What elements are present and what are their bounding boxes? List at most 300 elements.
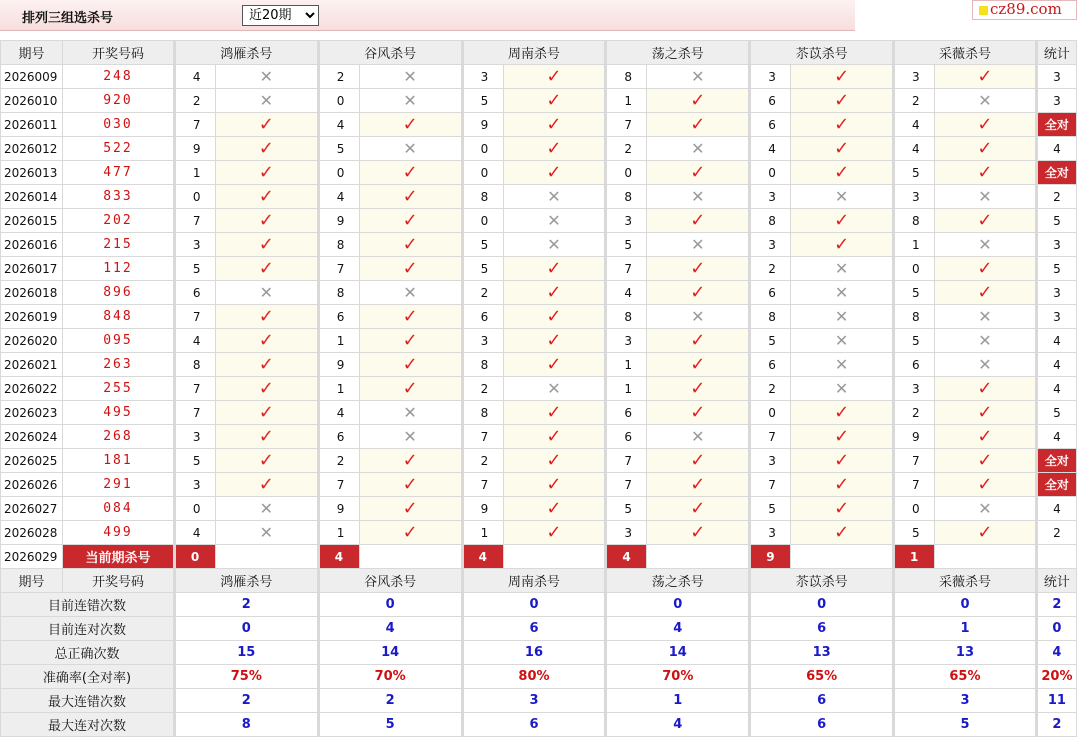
check-icon: ✓: [402, 329, 418, 351]
kill-number: 9: [462, 497, 503, 521]
cross-icon: ✕: [403, 138, 417, 158]
check-icon: ✓: [546, 65, 562, 87]
issue-number: 2026025: [1, 449, 63, 473]
kill-number: 4: [174, 521, 215, 545]
check-icon: ✓: [690, 497, 706, 519]
check-icon: ✓: [258, 113, 274, 135]
kill-number: 5: [174, 449, 215, 473]
kill-number: 1: [318, 329, 359, 353]
draw-number: 112: [62, 257, 174, 281]
result-wrong: [359, 137, 462, 161]
result-correct: [359, 233, 462, 257]
check-icon: ✓: [977, 521, 993, 543]
kill-number: 3: [606, 209, 647, 233]
result-correct: [647, 377, 750, 401]
cross-icon: ✕: [403, 426, 417, 446]
check-icon: ✓: [977, 65, 993, 87]
check-icon: ✓: [402, 305, 418, 327]
kill-number: 6: [606, 401, 647, 425]
result-wrong: [935, 329, 1037, 353]
result-correct: [215, 401, 318, 425]
result-correct: [215, 185, 318, 209]
stats-value: 6: [462, 713, 606, 737]
issue-number: 2026020: [1, 329, 63, 353]
stats-value: 70%: [318, 665, 462, 689]
result-correct: [791, 137, 894, 161]
result-correct: [935, 473, 1037, 497]
kill-number: 5: [894, 161, 935, 185]
check-icon: ✓: [977, 257, 993, 279]
result-correct: [503, 65, 606, 89]
cross-icon: ✕: [834, 258, 849, 278]
period-select[interactable]: [242, 5, 319, 26]
result-wrong: [647, 233, 750, 257]
check-icon: ✓: [258, 329, 274, 351]
correct-count: 5: [1036, 401, 1076, 425]
result-correct: [647, 113, 750, 137]
result-correct: [503, 521, 606, 545]
stats-value: 6: [750, 617, 894, 641]
check-icon: ✓: [690, 377, 706, 399]
kill-number: 0: [462, 209, 503, 233]
check-icon: ✓: [690, 329, 706, 351]
kill-number: 2: [318, 65, 359, 89]
correct-count: 4: [1036, 377, 1076, 401]
table-row: [1, 353, 1077, 377]
kill-number: 5: [894, 521, 935, 545]
kill-number: 8: [606, 185, 647, 209]
result-correct: [503, 473, 606, 497]
check-icon: ✓: [834, 233, 850, 255]
result-correct: [935, 281, 1037, 305]
result-wrong: [935, 305, 1037, 329]
table-footer-header: [1, 569, 1077, 593]
result-wrong: [503, 185, 606, 209]
kill-number: 3: [462, 65, 503, 89]
result-correct: [359, 473, 462, 497]
result-correct: [215, 449, 318, 473]
draw-number: 291: [62, 473, 174, 497]
top-bar: [0, 0, 855, 31]
check-icon: ✓: [690, 521, 706, 543]
kill-number: 7: [462, 473, 503, 497]
issue-number: 2026029: [1, 545, 63, 569]
stats-total: 20%: [1036, 665, 1076, 689]
result-wrong: [215, 281, 318, 305]
result-correct: [215, 257, 318, 281]
col-header-expert: 荡之杀号: [606, 569, 750, 593]
check-icon: ✓: [834, 161, 850, 183]
table-row: [1, 257, 1077, 281]
check-icon: ✓: [402, 497, 418, 519]
stats-value: 14: [606, 641, 750, 665]
kill-number: 0: [606, 161, 647, 185]
draw-number: 499: [62, 521, 174, 545]
col-header-expert: 苶苡杀号: [750, 569, 894, 593]
kill-number: 8: [318, 233, 359, 257]
cross-icon: ✕: [691, 186, 705, 206]
check-icon: ✓: [402, 521, 418, 543]
stats-value: 70%: [606, 665, 750, 689]
correct-count: 3: [1036, 305, 1076, 329]
col-header-expert: 鸿雁杀号: [174, 569, 318, 593]
table-row: [1, 425, 1077, 449]
draw-number: 833: [62, 185, 174, 209]
stats-value: 6: [462, 617, 606, 641]
all-correct-badge: 全对: [1036, 113, 1076, 137]
result-correct: [935, 401, 1037, 425]
cross-icon: ✕: [691, 66, 705, 86]
result-correct: [647, 281, 750, 305]
correct-count: 5: [1036, 209, 1076, 233]
kill-number: 3: [174, 425, 215, 449]
check-icon: ✓: [546, 497, 562, 519]
stats-value: 65%: [894, 665, 1037, 689]
col-header-issue: 期号: [1, 569, 63, 593]
result-correct: [647, 353, 750, 377]
check-icon: ✓: [977, 161, 993, 183]
issue-number: 2026028: [1, 521, 63, 545]
stats-value: 3: [894, 689, 1037, 713]
kill-number: 5: [462, 233, 503, 257]
kill-number: 2: [606, 137, 647, 161]
correct-count: 4: [1036, 497, 1076, 521]
result-wrong: [791, 329, 894, 353]
issue-number: 2026018: [1, 281, 63, 305]
check-icon: ✓: [402, 449, 418, 471]
cross-icon: ✕: [834, 330, 849, 350]
result-wrong: [791, 353, 894, 377]
result-correct: [215, 305, 318, 329]
kill-number: 1: [606, 377, 647, 401]
current-kill-label: 当前期杀号: [62, 545, 174, 569]
table-row: [1, 473, 1077, 497]
check-icon: ✓: [258, 377, 274, 399]
check-icon: ✓: [546, 401, 562, 423]
kill-number: 2: [462, 281, 503, 305]
correct-count: 4: [1036, 353, 1076, 377]
draw-number: 920: [62, 89, 174, 113]
stats-value: 2: [174, 593, 318, 617]
result-correct: [647, 497, 750, 521]
result-correct: [647, 257, 750, 281]
col-header-expert: 周南杀号: [462, 569, 606, 593]
kill-number: 5: [750, 329, 791, 353]
check-icon: ✓: [546, 89, 562, 111]
check-icon: ✓: [258, 425, 274, 447]
kill-number: 9: [894, 425, 935, 449]
logo-text: cz89.com: [990, 0, 1062, 18]
result-wrong: [359, 65, 462, 89]
stats-value: 4: [318, 617, 462, 641]
result-correct: [935, 449, 1037, 473]
col-header-expert: 苶苡杀号: [750, 41, 894, 65]
result-correct: [359, 185, 462, 209]
cross-icon: ✕: [834, 306, 849, 326]
kill-number: 1: [318, 377, 359, 401]
stats-value: 4: [606, 713, 750, 737]
result-correct: [503, 113, 606, 137]
stats-value: 0: [462, 593, 606, 617]
cross-icon: ✕: [691, 306, 705, 326]
cross-icon: ✕: [403, 66, 417, 86]
draw-number: 181: [62, 449, 174, 473]
kill-number: 7: [174, 209, 215, 233]
check-icon: ✓: [546, 473, 562, 495]
correct-count: 2: [1036, 185, 1076, 209]
result-correct: [503, 257, 606, 281]
check-icon: ✓: [546, 137, 562, 159]
kill-number: 7: [174, 305, 215, 329]
result-correct: [215, 113, 318, 137]
result-wrong: [791, 185, 894, 209]
cross-icon: ✕: [259, 90, 273, 110]
correct-count: 2: [1036, 521, 1076, 545]
result-correct: [791, 89, 894, 113]
kill-number: 5: [750, 497, 791, 521]
check-icon: ✓: [834, 65, 850, 87]
draw-number: 084: [62, 497, 174, 521]
stats-value: 6: [750, 713, 894, 737]
kill-number: 2: [318, 449, 359, 473]
check-icon: ✓: [690, 281, 706, 303]
check-icon: ✓: [977, 473, 993, 495]
check-icon: ✓: [834, 209, 850, 231]
result-correct: [791, 521, 894, 545]
check-icon: ✓: [402, 473, 418, 495]
kill-number: 8: [462, 353, 503, 377]
stats-value: 0: [318, 593, 462, 617]
cross-icon: ✕: [403, 402, 417, 422]
logo-square-icon: [979, 6, 988, 15]
col-header-expert: 谷风杀号: [318, 569, 462, 593]
check-icon: ✓: [546, 281, 562, 303]
current-kill-number: 9: [750, 545, 791, 569]
result-correct: [791, 161, 894, 185]
kill-number: 6: [318, 305, 359, 329]
check-icon: ✓: [546, 425, 562, 447]
check-icon: ✓: [834, 113, 850, 135]
issue-number: 2026023: [1, 401, 63, 425]
stats-row: [1, 641, 1077, 665]
result-wrong: [791, 377, 894, 401]
result-correct: [359, 161, 462, 185]
kill-number: 7: [606, 449, 647, 473]
check-icon: ✓: [258, 449, 274, 471]
kill-number: 9: [318, 353, 359, 377]
result-correct: [215, 377, 318, 401]
current-kill-number: 1: [894, 545, 935, 569]
kill-number: 1: [606, 353, 647, 377]
stats-row: [1, 617, 1077, 641]
check-icon: ✓: [258, 353, 274, 375]
kill-number-table: [0, 40, 1077, 737]
stats-value: 4: [606, 617, 750, 641]
current-kill-number: 4: [462, 545, 503, 569]
kill-number: 9: [318, 209, 359, 233]
check-icon: ✓: [258, 305, 274, 327]
kill-number: 4: [318, 113, 359, 137]
stats-value: 1: [894, 617, 1037, 641]
table-row: [1, 209, 1077, 233]
stats-value: 0: [174, 617, 318, 641]
check-icon: ✓: [690, 401, 706, 423]
result-correct: [503, 161, 606, 185]
check-icon: ✓: [977, 401, 993, 423]
kill-number: 7: [894, 473, 935, 497]
cross-icon: ✕: [547, 186, 561, 206]
kill-number: 7: [174, 113, 215, 137]
empty-cell: [215, 545, 318, 569]
cross-icon: ✕: [547, 378, 561, 398]
col-header-draw: 开奖号码: [62, 569, 174, 593]
result-wrong: [647, 425, 750, 449]
all-correct-badge: 全对: [1036, 449, 1076, 473]
issue-number: 2026015: [1, 209, 63, 233]
table-row: [1, 329, 1077, 353]
result-correct: [215, 137, 318, 161]
kill-number: 3: [894, 185, 935, 209]
cross-icon: ✕: [834, 282, 849, 302]
check-icon: ✓: [834, 137, 850, 159]
stats-row: [1, 689, 1077, 713]
draw-number: 248: [62, 65, 174, 89]
cross-icon: ✕: [978, 234, 992, 254]
site-logo[interactable]: [972, 0, 1077, 20]
empty-cell: [791, 545, 894, 569]
kill-number: 4: [750, 137, 791, 161]
empty-cell: [647, 545, 750, 569]
check-icon: ✓: [546, 521, 562, 543]
stats-total: 2: [1036, 713, 1076, 737]
result-correct: [791, 65, 894, 89]
kill-number: 0: [174, 185, 215, 209]
draw-number: 202: [62, 209, 174, 233]
kill-number: 1: [318, 521, 359, 545]
check-icon: ✓: [258, 257, 274, 279]
col-header-issue: 期号: [1, 41, 63, 65]
kill-number: 3: [606, 329, 647, 353]
kill-number: 5: [606, 233, 647, 257]
stats-label: 最大连错次数: [1, 689, 175, 713]
kill-number: 4: [606, 281, 647, 305]
empty-cell: [1036, 545, 1076, 569]
draw-number: 268: [62, 425, 174, 449]
kill-number: 7: [462, 425, 503, 449]
result-correct: [647, 401, 750, 425]
kill-number: 7: [318, 257, 359, 281]
result-correct: [503, 89, 606, 113]
correct-count: 3: [1036, 281, 1076, 305]
kill-number: 9: [318, 497, 359, 521]
kill-number: 2: [462, 377, 503, 401]
kill-number: 6: [750, 113, 791, 137]
kill-number: 7: [606, 473, 647, 497]
current-kill-row: [1, 545, 1077, 569]
kill-number: 8: [174, 353, 215, 377]
kill-number: 5: [174, 257, 215, 281]
kill-number: 1: [894, 233, 935, 257]
result-correct: [935, 113, 1037, 137]
cross-icon: ✕: [978, 90, 992, 110]
kill-number: 7: [174, 377, 215, 401]
kill-number: 4: [174, 65, 215, 89]
result-correct: [215, 329, 318, 353]
issue-number: 2026009: [1, 65, 63, 89]
result-wrong: [215, 65, 318, 89]
result-correct: [791, 233, 894, 257]
draw-number: 095: [62, 329, 174, 353]
stats-value: 65%: [750, 665, 894, 689]
kill-number: 3: [750, 521, 791, 545]
kill-number: 7: [750, 425, 791, 449]
check-icon: ✓: [690, 353, 706, 375]
correct-count: 4: [1036, 329, 1076, 353]
kill-number: 6: [606, 425, 647, 449]
check-icon: ✓: [977, 209, 993, 231]
col-header-stats: 统计: [1036, 41, 1076, 65]
check-icon: ✓: [546, 449, 562, 471]
table-row: [1, 497, 1077, 521]
issue-number: 2026024: [1, 425, 63, 449]
kill-number: 6: [750, 89, 791, 113]
kill-number: 6: [174, 281, 215, 305]
result-correct: [647, 89, 750, 113]
cross-icon: ✕: [978, 186, 992, 206]
kill-number: 3: [606, 521, 647, 545]
kill-number: 5: [606, 497, 647, 521]
kill-number: 9: [174, 137, 215, 161]
cross-icon: ✕: [403, 90, 417, 110]
kill-number: 3: [750, 449, 791, 473]
kill-number: 1: [462, 521, 503, 545]
result-correct: [215, 353, 318, 377]
kill-number: 0: [750, 161, 791, 185]
cross-icon: ✕: [547, 210, 561, 230]
kill-number: 5: [894, 329, 935, 353]
cross-icon: ✕: [978, 330, 992, 350]
current-kill-number: 4: [318, 545, 359, 569]
table-header: [1, 41, 1077, 65]
cross-icon: ✕: [691, 426, 705, 446]
table-row: [1, 137, 1077, 161]
result-wrong: [647, 65, 750, 89]
result-correct: [647, 161, 750, 185]
kill-number: 3: [750, 233, 791, 257]
kill-number: 7: [750, 473, 791, 497]
check-icon: ✓: [690, 449, 706, 471]
result-correct: [503, 329, 606, 353]
stats-label: 目前连对次数: [1, 617, 175, 641]
cross-icon: ✕: [691, 138, 705, 158]
result-wrong: [215, 89, 318, 113]
result-correct: [791, 449, 894, 473]
result-correct: [503, 449, 606, 473]
check-icon: ✓: [834, 473, 850, 495]
table-row: [1, 161, 1077, 185]
check-icon: ✓: [690, 209, 706, 231]
check-icon: ✓: [977, 449, 993, 471]
stats-row: [1, 593, 1077, 617]
kill-number: 2: [750, 377, 791, 401]
draw-number: 522: [62, 137, 174, 161]
check-icon: ✓: [546, 113, 562, 135]
issue-number: 2026011: [1, 113, 63, 137]
col-header-expert: 采薇杀号: [894, 41, 1037, 65]
all-correct-badge: 全对: [1036, 473, 1076, 497]
check-icon: ✓: [546, 353, 562, 375]
result-correct: [935, 377, 1037, 401]
